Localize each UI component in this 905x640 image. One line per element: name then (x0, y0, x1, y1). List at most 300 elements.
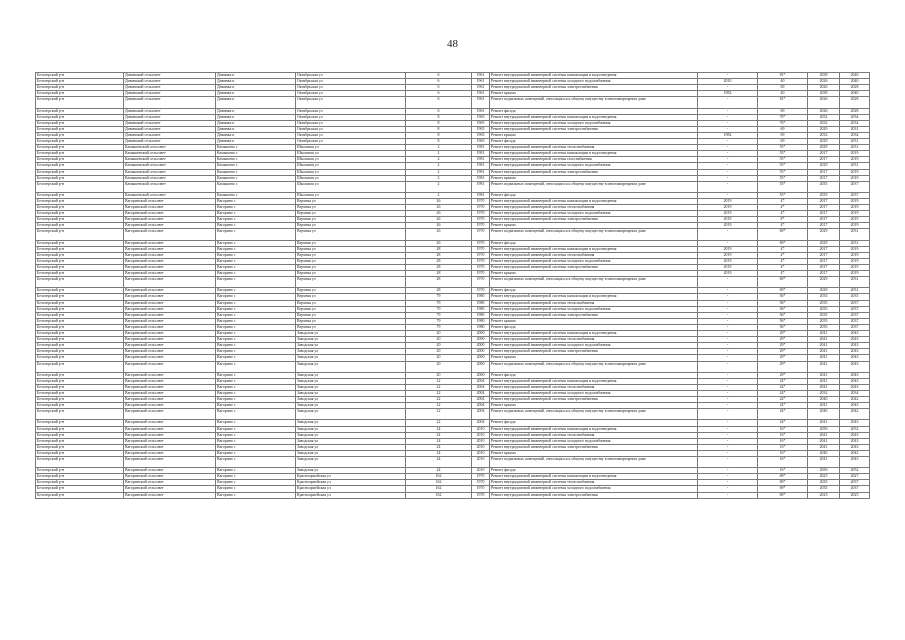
cell-planned-start-year: 2041 (808, 349, 840, 355)
cell-work-type: Ремонт подвальных помещений, относящихся к общему имуществу в многоквартирном доме (490, 457, 698, 468)
cell-last-repair-year: - (698, 157, 758, 163)
cell-settlement: Вагорино с (216, 444, 296, 450)
cell-street: Заводская ул (296, 343, 406, 349)
cell-work-type: Ремонт внутридомовой инженерной системы канализации и водоотведения (490, 114, 698, 120)
cell-settlement: Вагорино с (216, 277, 296, 288)
cell-wear-percent: 29* (758, 361, 808, 372)
cell-municipality: Вагоринский сельсовет (124, 474, 216, 480)
cell-planned-end-year: 2031 (840, 229, 870, 240)
cell-house-number: 28 (406, 252, 472, 258)
cell-house-number: 2 (406, 145, 472, 151)
cell-municipality: Вагоринский сельсовет (124, 300, 216, 306)
cell-wear-percent: 78* (758, 114, 808, 120)
cell-last-repair-year: - (698, 361, 758, 372)
cell-planned-start-year: 2038 (808, 73, 840, 79)
cell-wear-percent: 24* (758, 378, 808, 384)
cell-build-year: 1981 (472, 181, 490, 192)
cell-settlement: Вагорино с (216, 432, 296, 438)
cell-planned-start-year: 2035 (808, 318, 840, 324)
cell-street: Красноармейская ул (296, 474, 406, 480)
cell-wear-percent: 55* (758, 175, 808, 181)
cell-planned-end-year: 2019 (840, 246, 870, 252)
cell-planned-end-year: 2037 (840, 181, 870, 192)
cell-district: Белозерский р-н (36, 372, 124, 378)
cell-municipality: Вагоринский сельсовет (124, 288, 216, 294)
cell-street: Верхняя ул (296, 271, 406, 277)
cell-planned-start-year: 2029 (808, 163, 840, 169)
cell-settlement: Вагорино с (216, 288, 296, 294)
cell-wear-percent: 16* (758, 444, 808, 450)
cell-municipality: Дивинский сельсовет (124, 73, 216, 79)
cell-planned-start-year: 2035 (808, 324, 840, 330)
cell-street: Октябрьская ул (296, 120, 406, 126)
cell-district: Белозерский р-н (36, 126, 124, 132)
cell-last-repair-year: - (698, 151, 758, 157)
cell-municipality: Дивинский сельсовет (124, 114, 216, 120)
cell-planned-end-year: 2019 (840, 252, 870, 258)
cell-planned-start-year: 2017 (808, 169, 840, 175)
cell-settlement: Камышево с (216, 145, 296, 151)
cell-settlement: Вагорино с (216, 331, 296, 337)
cell-last-repair-year: 1982 (698, 132, 758, 138)
cell-planned-start-year: 2032 (808, 132, 840, 138)
cell-wear-percent: 69* (758, 486, 808, 492)
cell-planned-start-year: 2017 (808, 246, 840, 252)
cell-municipality: Вагоринский сельсовет (124, 486, 216, 492)
cell-house-number: 24 (406, 468, 472, 474)
cell-work-type: Ремонт крыши (490, 175, 698, 181)
cell-build-year: 2010 (472, 457, 490, 468)
cell-house-number: 8 (406, 139, 472, 145)
cell-planned-end-year: 2043 (840, 378, 870, 384)
cell-last-repair-year: - (698, 277, 758, 288)
cell-wear-percent: 69* (758, 288, 808, 294)
cell-street: Школьная ул (296, 151, 406, 157)
cell-planned-end-year: 2019 (840, 265, 870, 271)
cell-work-type: Ремонт подвальных помещений, относящихся к общему имуществу в многоквартирном доме (490, 181, 698, 192)
cell-settlement: Камышево с (216, 175, 296, 181)
cell-wear-percent: 29* (758, 372, 808, 378)
cell-settlement: Вагорино с (216, 252, 296, 258)
cell-house-number: 20 (406, 331, 472, 337)
cell-district: Белозерский р-н (36, 258, 124, 264)
cell-last-repair-year: - (698, 468, 758, 474)
cell-district: Белозерский р-н (36, 420, 124, 426)
cell-last-repair-year: - (698, 438, 758, 444)
cell-settlement: Вагорино с (216, 306, 296, 312)
cell-build-year: 1980 (472, 324, 490, 330)
cell-district: Белозерский р-н (36, 163, 124, 169)
cell-last-repair-year: - (698, 294, 758, 300)
cell-work-type: Ремонт внутридомовой инженерной системы электроснабжения (490, 492, 698, 498)
cell-last-repair-year: - (698, 397, 758, 403)
cell-build-year: 1970 (472, 288, 490, 294)
cell-work-type: Ремонт фасада (490, 139, 698, 145)
cell-work-type: Ремонт внутридомовой инженерной системы электроснабжения (490, 349, 698, 355)
cell-settlement: Дивинка п (216, 97, 296, 108)
cell-work-type: Ремонт внутридомовой инженерной системы теплоснабжения (490, 205, 698, 211)
cell-work-type: Ремонт внутридомовой инженерной системы теплоснабжения (490, 300, 698, 306)
cell-planned-start-year: 2017 (808, 205, 840, 211)
cell-planned-end-year: 2019 (840, 151, 870, 157)
cell-build-year: 2004 (472, 403, 490, 409)
cell-district: Белозерский р-н (36, 151, 124, 157)
cell-settlement: Камышево с (216, 181, 296, 192)
cell-municipality: Вагоринский сельсовет (124, 397, 216, 403)
cell-street: Верхняя ул (296, 288, 406, 294)
cell-build-year: 1970 (472, 486, 490, 492)
cell-planned-end-year: 2043 (840, 349, 870, 355)
cell-build-year: 1970 (472, 198, 490, 204)
repair-schedule-table-container (35, 72, 869, 499)
cell-municipality: Дивинский сельсовет (124, 97, 216, 108)
cell-wear-percent: 69 (758, 85, 808, 91)
cell-district: Белозерский р-н (36, 97, 124, 108)
cell-planned-end-year: 2043 (840, 355, 870, 361)
cell-work-type: Ремонт внутридомовой инженерной системы канализации и водоотведения (490, 331, 698, 337)
cell-planned-end-year: 2027 (840, 474, 870, 480)
cell-house-number: 24 (406, 438, 472, 444)
cell-house-number: 2 (406, 151, 472, 157)
cell-wear-percent: 55* (758, 163, 808, 169)
cell-work-type: Ремонт фасада (490, 468, 698, 474)
cell-wear-percent: 56* (758, 318, 808, 324)
cell-work-type: Ремонт внутридомовой инженерной системы холодного водоснабжения (490, 390, 698, 396)
cell-district: Белозерский р-н (36, 91, 124, 97)
cell-municipality: Вагоринский сельсовет (124, 258, 216, 264)
cell-settlement: Вагорино с (216, 372, 296, 378)
cell-planned-start-year: 2017 (808, 271, 840, 277)
cell-house-number: 24 (406, 457, 472, 468)
cell-planned-start-year: 2017 (808, 198, 840, 204)
cell-district: Белозерский р-н (36, 265, 124, 271)
cell-build-year: 2004 (472, 397, 490, 403)
cell-build-year: 1981 (472, 163, 490, 169)
cell-last-repair-year: - (698, 444, 758, 450)
cell-settlement: Вагорино с (216, 426, 296, 432)
cell-wear-percent: 69 (758, 132, 808, 138)
cell-street: Верхняя ул (296, 258, 406, 264)
cell-district: Белозерский р-н (36, 355, 124, 361)
cell-wear-percent: 16* (758, 438, 808, 444)
cell-build-year: 1970 (472, 271, 490, 277)
cell-house-number: 8 (406, 126, 472, 132)
cell-work-type: Ремонт внутридомовой инженерной системы электроснабжения (490, 265, 698, 271)
cell-district: Белозерский р-н (36, 312, 124, 318)
cell-district: Белозерский р-н (36, 217, 124, 223)
cell-planned-end-year: 2034 (840, 390, 870, 396)
cell-wear-percent: 24* (758, 403, 808, 409)
cell-planned-start-year: 2035 (808, 480, 840, 486)
cell-municipality: Вагоринский сельсовет (124, 246, 216, 252)
cell-street: Красноармейская ул (296, 492, 406, 498)
cell-planned-start-year: 2041 (808, 337, 840, 343)
cell-municipality: Дивинский сельсовет (124, 85, 216, 91)
cell-planned-start-year: 2041 (808, 420, 840, 426)
cell-planned-start-year: 2032 (808, 120, 840, 126)
cell-wear-percent: 69* (758, 474, 808, 480)
cell-wear-percent: 69* (758, 277, 808, 288)
cell-wear-percent: 29* (758, 331, 808, 337)
cell-municipality: Вагоринский сельсовет (124, 217, 216, 223)
cell-district: Белозерский р-н (36, 403, 124, 409)
cell-last-repair-year: - (698, 372, 758, 378)
cell-municipality: Камышевский сельсовет (124, 175, 216, 181)
cell-house-number: 6 (406, 79, 472, 85)
cell-street: Заводская ул (296, 384, 406, 390)
cell-district: Белозерский р-н (36, 492, 124, 498)
cell-planned-end-year: 2028 (840, 108, 870, 114)
cell-district: Белозерский р-н (36, 79, 124, 85)
cell-settlement: Дивинка п (216, 108, 296, 114)
cell-municipality: Дивинский сельсовет (124, 132, 216, 138)
cell-district: Белозерский р-н (36, 192, 124, 198)
cell-planned-start-year: 2041 (808, 432, 840, 438)
cell-district: Белозерский р-н (36, 198, 124, 204)
cell-street: Октябрьская ул (296, 126, 406, 132)
cell-street: Заводская ул (296, 409, 406, 420)
cell-wear-percent: 4* (758, 271, 808, 277)
cell-district: Белозерский р-н (36, 480, 124, 486)
cell-planned-start-year: 2017 (808, 252, 840, 258)
cell-municipality: Вагоринский сельсовет (124, 265, 216, 271)
cell-house-number: 20 (406, 343, 472, 349)
cell-street: Верхняя ул (296, 300, 406, 306)
cell-district: Белозерский р-н (36, 409, 124, 420)
cell-work-type: Ремонт фасада (490, 240, 698, 246)
cell-settlement: Вагорино с (216, 337, 296, 343)
cell-settlement: Вагорино с (216, 492, 296, 498)
table-row (36, 457, 870, 468)
cell-build-year: 1970 (472, 480, 490, 486)
cell-work-type: Ремонт фасада (490, 108, 698, 114)
cell-last-repair-year: - (698, 349, 758, 355)
cell-wear-percent: 4* (758, 246, 808, 252)
cell-house-number: 162 (406, 480, 472, 486)
cell-last-repair-year: - (698, 229, 758, 240)
cell-wear-percent: 69* (758, 480, 808, 486)
cell-work-type: Ремонт внутридомовой инженерной системы холодного водоснабжения (490, 486, 698, 492)
cell-street: Заводская ул (296, 403, 406, 409)
cell-planned-start-year: 2041 (808, 384, 840, 390)
cell-last-repair-year: - (698, 432, 758, 438)
cell-district: Белозерский р-н (36, 145, 124, 151)
cell-last-repair-year: - (698, 85, 758, 91)
cell-build-year: 2010 (472, 444, 490, 450)
cell-settlement: Дивинка п (216, 126, 296, 132)
cell-street: Заводская ул (296, 444, 406, 450)
cell-municipality: Вагоринский сельсовет (124, 378, 216, 384)
cell-build-year: 2010 (472, 432, 490, 438)
cell-work-type: Ремонт внутридомовой инженерной системы теплоснабжения (490, 384, 698, 390)
cell-planned-end-year: 2019 (840, 258, 870, 264)
cell-wear-percent: 16* (758, 468, 808, 474)
cell-settlement: Дивинка п (216, 73, 296, 79)
cell-wear-percent: 56* (758, 294, 808, 300)
cell-house-number: 79 (406, 318, 472, 324)
cell-work-type: Ремонт внутридомовой инженерной системы электроснабжения (490, 169, 698, 175)
cell-last-repair-year: - (698, 126, 758, 132)
cell-work-type: Ремонт крыши (490, 271, 698, 277)
cell-street: Октябрьская ул (296, 97, 406, 108)
cell-work-type: Ремонт крыши (490, 355, 698, 361)
cell-planned-end-year: 2028 (840, 85, 870, 91)
cell-build-year: 1970 (472, 217, 490, 223)
cell-municipality: Вагоринский сельсовет (124, 403, 216, 409)
cell-work-type: Ремонт внутридомовой инженерной системы теплоснабжения (490, 480, 698, 486)
cell-last-repair-year: - (698, 114, 758, 120)
cell-district: Белозерский р-н (36, 432, 124, 438)
cell-planned-start-year: 2017 (808, 175, 840, 181)
cell-house-number: 26 (406, 211, 472, 217)
cell-work-type: Ремонт внутридомовой инженерной системы теплоснабжения (490, 145, 698, 151)
cell-settlement: Вагорино с (216, 378, 296, 384)
cell-wear-percent: 69* (758, 492, 808, 498)
cell-street: Заводская ул (296, 426, 406, 432)
cell-district: Белозерский р-н (36, 223, 124, 229)
cell-settlement: Вагорино с (216, 294, 296, 300)
cell-last-repair-year: - (698, 318, 758, 324)
cell-house-number: 22 (406, 420, 472, 426)
cell-work-type: Ремонт внутридомовой инженерной системы холодного водоснабжения (490, 343, 698, 349)
cell-municipality: Вагоринский сельсовет (124, 312, 216, 318)
cell-municipality: Дивинский сельсовет (124, 108, 216, 114)
cell-settlement: Вагорино с (216, 457, 296, 468)
cell-street: Заводская ул (296, 438, 406, 444)
cell-district: Белозерский р-н (36, 397, 124, 403)
cell-last-repair-year: 2019 (698, 205, 758, 211)
cell-house-number: 2 (406, 181, 472, 192)
cell-build-year: 2000 (472, 349, 490, 355)
cell-planned-start-year: 2035 (808, 300, 840, 306)
cell-planned-end-year: 2037 (840, 306, 870, 312)
cell-planned-end-year: 2042 (840, 450, 870, 456)
cell-settlement: Вагорино с (216, 409, 296, 420)
cell-settlement: Дивинка п (216, 139, 296, 145)
cell-district: Белозерский р-н (36, 324, 124, 330)
cell-house-number: 22 (406, 409, 472, 420)
cell-street: Верхняя ул (296, 223, 406, 229)
cell-district: Белозерский р-н (36, 390, 124, 396)
cell-municipality: Камышевский сельсовет (124, 181, 216, 192)
cell-settlement: Вагорино с (216, 198, 296, 204)
cell-settlement: Вагорино с (216, 480, 296, 486)
cell-work-type: Ремонт внутридомовой инженерной системы холодного водоснабжения (490, 306, 698, 312)
cell-settlement: Вагорино с (216, 318, 296, 324)
cell-work-type: Ремонт подвальных помещений, относящихся к общему имуществу в многоквартирном доме (490, 361, 698, 372)
cell-last-repair-year: - (698, 306, 758, 312)
cell-street: Школьная ул (296, 145, 406, 151)
cell-planned-start-year: 2017 (808, 151, 840, 157)
cell-last-repair-year: - (698, 73, 758, 79)
cell-street: Октябрьская ул (296, 108, 406, 114)
cell-work-type: Ремонт внутридомовой инженерной системы теплоснабжения (490, 252, 698, 258)
cell-settlement: Дивинка п (216, 120, 296, 126)
cell-planned-start-year: 2041 (808, 438, 840, 444)
cell-district: Белозерский р-н (36, 361, 124, 372)
cell-street: Верхняя ул (296, 217, 406, 223)
cell-wear-percent: 56* (758, 324, 808, 330)
cell-street: Верхняя ул (296, 306, 406, 312)
table-row (36, 277, 870, 288)
cell-work-type: Ремонт крыши (490, 318, 698, 324)
cell-planned-start-year: 2041 (808, 403, 840, 409)
cell-house-number: 24 (406, 426, 472, 432)
cell-planned-start-year: 2029 (808, 288, 840, 294)
cell-work-type: Ремонт крыши (490, 403, 698, 409)
cell-build-year: 2000 (472, 337, 490, 343)
cell-last-repair-year: - (698, 343, 758, 349)
cell-street: Заводская ул (296, 349, 406, 355)
cell-street: Верхняя ул (296, 246, 406, 252)
cell-settlement: Вагорино с (216, 300, 296, 306)
cell-work-type: Ремонт крыши (490, 132, 698, 138)
cell-street: Октябрьская ул (296, 132, 406, 138)
cell-house-number: 2 (406, 163, 472, 169)
cell-planned-end-year: 2025 (840, 492, 870, 498)
cell-district: Белозерский р-н (36, 288, 124, 294)
cell-planned-start-year: 2035 (808, 312, 840, 318)
table-row (36, 97, 870, 108)
cell-municipality: Вагоринский сельсовет (124, 349, 216, 355)
cell-planned-end-year: 2037 (840, 318, 870, 324)
cell-settlement: Камышево с (216, 163, 296, 169)
cell-planned-start-year: 2029 (808, 139, 840, 145)
cell-house-number: 20 (406, 337, 472, 343)
cell-wear-percent: 55* (758, 181, 808, 192)
cell-municipality: Вагоринский сельсовет (124, 331, 216, 337)
cell-street: Заводская ул (296, 432, 406, 438)
cell-street: Октябрьская ул (296, 114, 406, 120)
cell-last-repair-year: 2019 (698, 265, 758, 271)
cell-house-number: 162 (406, 492, 472, 498)
cell-house-number: 22 (406, 397, 472, 403)
cell-build-year: 1961 (472, 73, 490, 79)
cell-settlement: Вагорино с (216, 205, 296, 211)
cell-planned-start-year: 2041 (808, 444, 840, 450)
cell-house-number: 6 (406, 97, 472, 108)
cell-planned-end-year: 2043 (840, 372, 870, 378)
cell-last-repair-year: - (698, 420, 758, 426)
cell-wear-percent: 16* (758, 457, 808, 468)
cell-planned-end-year: 2043 (840, 457, 870, 468)
cell-planned-start-year: 2029 (808, 229, 840, 240)
cell-planned-end-year: 2040 (840, 79, 870, 85)
cell-settlement: Вагорино с (216, 486, 296, 492)
cell-district: Белозерский р-н (36, 349, 124, 355)
cell-settlement: Дивинка п (216, 114, 296, 120)
cell-planned-start-year: 2040 (808, 397, 840, 403)
cell-build-year: 1970 (472, 474, 490, 480)
cell-planned-end-year: 2031 (840, 163, 870, 169)
cell-wear-percent: 55* (758, 169, 808, 175)
cell-district: Белозерский р-н (36, 331, 124, 337)
cell-municipality: Камышевский сельсовет (124, 157, 216, 163)
cell-district: Белозерский р-н (36, 181, 124, 192)
cell-settlement: Вагорино с (216, 229, 296, 240)
cell-build-year: 1981 (472, 169, 490, 175)
cell-work-type: Ремонт внутридомовой инженерной системы канализации и водоотведения (490, 378, 698, 384)
cell-last-repair-year: - (698, 337, 758, 343)
cell-street: Октябрьская ул (296, 91, 406, 97)
cell-street: Заводская ул (296, 468, 406, 474)
cell-planned-start-year: 2025 (808, 474, 840, 480)
cell-last-repair-year: 2010 (698, 79, 758, 85)
cell-planned-start-year: 2040 (808, 409, 840, 420)
cell-planned-end-year: 2040 (840, 91, 870, 97)
cell-municipality: Камышевский сельсовет (124, 169, 216, 175)
cell-municipality: Камышевский сельсовет (124, 192, 216, 198)
